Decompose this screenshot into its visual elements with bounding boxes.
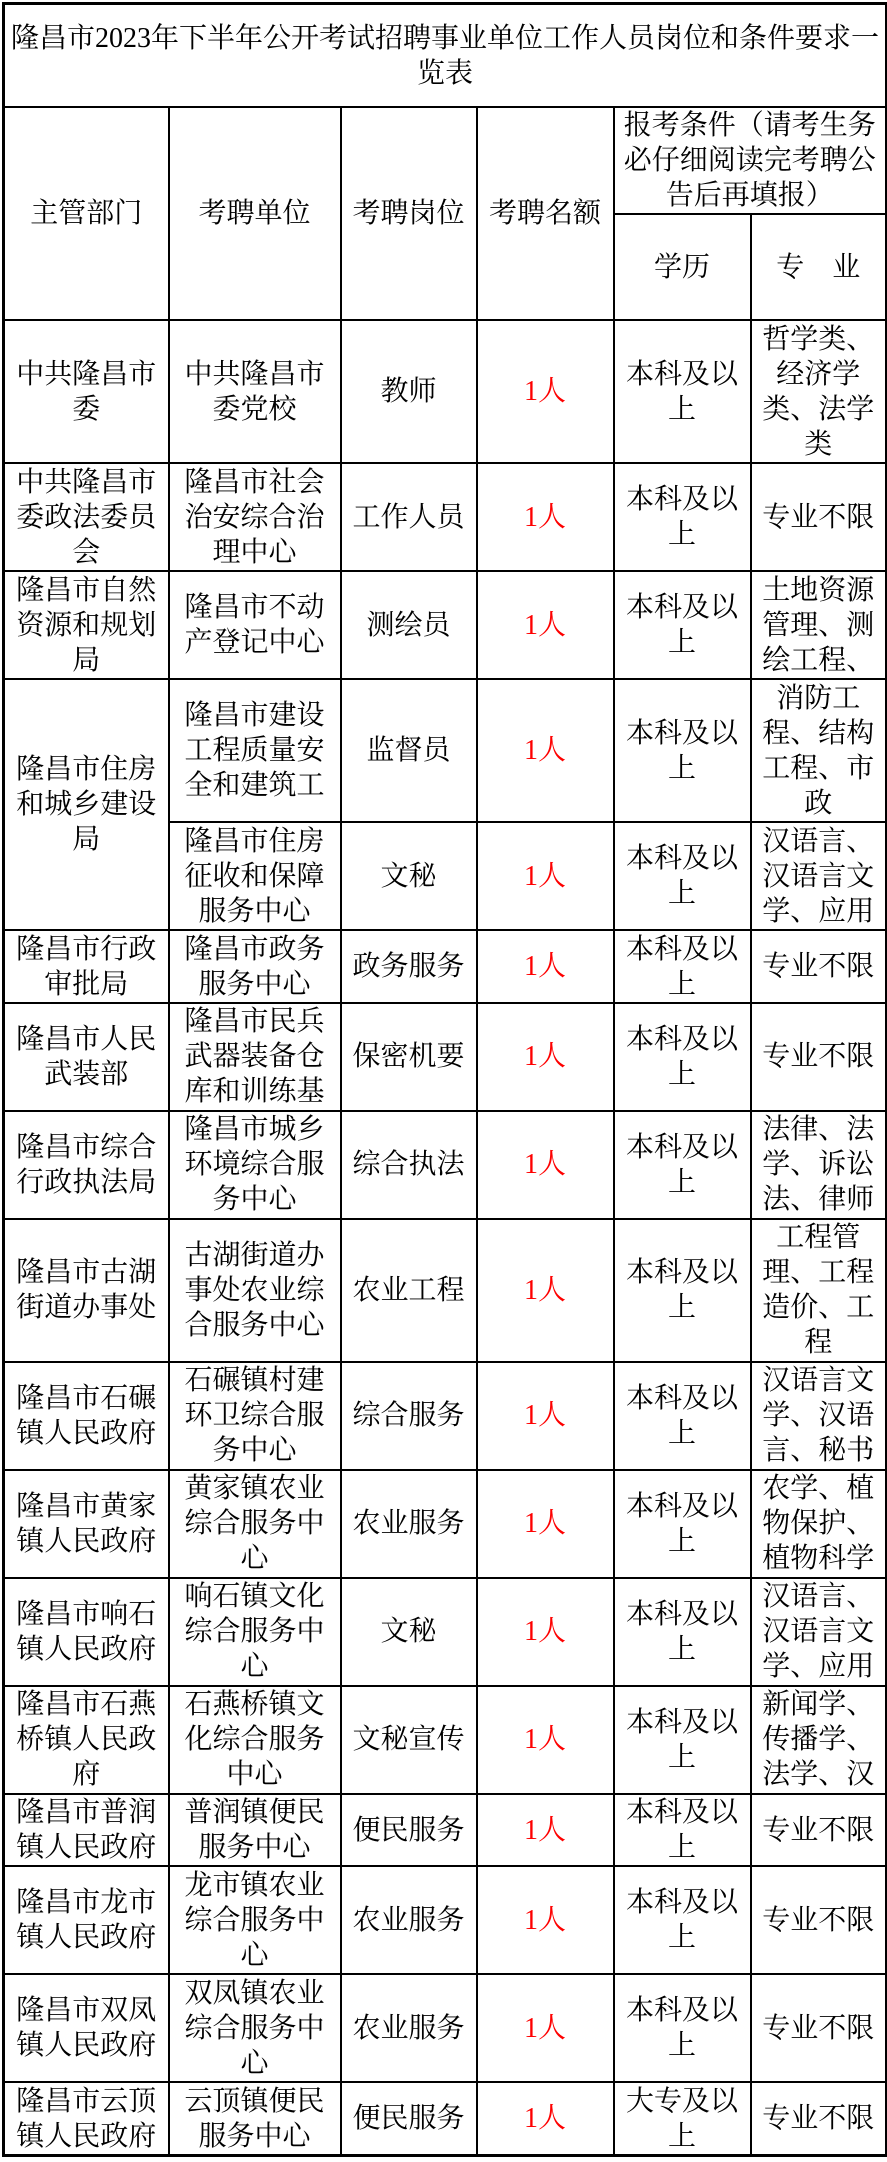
edu-cell: 本科及以上 [614,463,751,571]
quota-value: 1人 [523,735,566,767]
dept-cell: 隆昌市石燕桥镇人民政府 [4,1686,169,1794]
edu-cell: 本科及以上 [614,1794,751,1867]
title-row [4,4,887,108]
edu-cell: 本科及以上 [614,571,751,679]
unit-cell: 古湖街道办事处农业综合服务中心 [169,1219,341,1362]
dept-cell: 隆昌市普润镇人民政府 [4,1794,169,1867]
table-row [4,463,887,571]
unit-cell: 普润镇便民服务中心 [169,1794,341,1867]
quota-cell [477,1866,614,1974]
major-cell: 专业不限 [751,930,887,1003]
edu-cell: 本科及以上 [614,930,751,1003]
table-row [4,1219,887,1362]
edu-cell: 本科及以上 [614,1219,751,1362]
edu-cell: 本科及以上 [614,1578,751,1686]
quota-cell [477,1974,614,2082]
unit-cell: 隆昌市政务服务中心 [169,930,341,1003]
post-cell: 农业服务 [341,1866,477,1974]
post-cell: 便民服务 [341,1794,477,1867]
post-cell: 工作人员 [341,463,477,571]
table-row [4,1686,887,1794]
table-row [4,1866,887,1974]
quota-cell [477,930,614,1003]
dept-cell: 隆昌市云顶镇人民政府 [4,2082,169,2155]
unit-cell: 石燕桥镇文化综合服务中心 [169,1686,341,1794]
dept-cell: 隆昌市龙市镇人民政府 [4,1866,169,1974]
quota-value: 1人 [523,860,566,892]
quota-cell [477,571,614,679]
table-body [4,320,887,2156]
major-cell: 新闻学、传播学、法学、汉 [751,1686,887,1794]
unit-cell: 双凤镇农业综合服务中心 [169,1974,341,2082]
dept-cell: 隆昌市人民武装部 [4,1003,169,1111]
column-header-quota: 考聘名额 [477,107,614,320]
edu-cell: 本科及以上 [614,1362,751,1470]
unit-cell: 隆昌市建设工程质量安全和建筑工 [169,679,341,822]
table-row [4,930,887,1003]
quota-value: 1人 [523,609,566,641]
column-header-post: 考聘岗位 [341,107,477,320]
edu-cell: 大专及以上 [614,2082,751,2155]
edu-cell: 本科及以上 [614,1974,751,2082]
unit-cell: 隆昌市住房征收和保障服务中心 [169,822,341,930]
quota-value: 1人 [523,1149,566,1181]
quota-value: 1人 [523,2012,566,2044]
dept-cell: 中共隆昌市委 [4,320,169,463]
column-header-dept: 主管部门 [4,107,169,320]
major-cell: 专业不限 [751,1003,887,1111]
edu-cell: 本科及以上 [614,320,751,463]
dept-cell: 隆昌市黄家镇人民政府 [4,1470,169,1578]
table-row [4,1111,887,1219]
edu-cell: 本科及以上 [614,1003,751,1111]
post-cell: 便民服务 [341,2082,477,2155]
dept-cell: 隆昌市综合行政执法局 [4,1111,169,1219]
post-cell: 综合执法 [341,1111,477,1219]
quota-cell [477,2082,614,2155]
post-cell: 文秘宣传 [341,1686,477,1794]
unit-cell: 隆昌市不动产登记中心 [169,571,341,679]
quota-cell [477,1470,614,1578]
major-cell: 汉语言、汉语言文学、应用 [751,822,887,930]
quota-cell [477,1578,614,1686]
edu-cell: 本科及以上 [614,679,751,822]
table-row [4,1362,887,1470]
quota-value: 1人 [523,1616,566,1648]
edu-cell: 本科及以上 [614,822,751,930]
unit-cell: 中共隆昌市委党校 [169,320,341,463]
quota-value: 1人 [523,1400,566,1432]
post-cell: 测绘员 [341,571,477,679]
quota-value: 1人 [523,1041,566,1073]
quota-value: 1人 [523,1274,566,1306]
post-cell: 农业工程 [341,1219,477,1362]
unit-cell: 黄家镇农业综合服务中心 [169,1470,341,1578]
quota-cell [477,1794,614,1867]
quota-value: 1人 [523,1904,566,1936]
dept-cell: 中共隆昌市委政法委员会 [4,463,169,571]
page-title: 隆昌市2023年下半年公开考试招聘事业单位工作人员岗位和条件要求一览表 [4,4,887,108]
post-cell: 文秘 [341,1578,477,1686]
quota-value: 1人 [523,376,566,408]
post-cell: 农业服务 [341,1470,477,1578]
quota-value: 1人 [523,951,566,983]
major-cell: 专业不限 [751,463,887,571]
table-row [4,1470,887,1578]
dept-cell: 隆昌市石碾镇人民政府 [4,1362,169,1470]
major-cell: 专业不限 [751,1974,887,2082]
edu-cell: 本科及以上 [614,1470,751,1578]
quota-cell [477,1686,614,1794]
dept-cell: 隆昌市古湖街道办事处 [4,1219,169,1362]
table-row [4,1974,887,2082]
table-row [4,571,887,679]
quota-cell [477,1111,614,1219]
unit-cell: 隆昌市城乡环境综合服务中心 [169,1111,341,1219]
dept-cell: 隆昌市自然资源和规划局 [4,571,169,679]
column-header-unit: 考聘单位 [169,107,341,320]
post-cell: 保密机要 [341,1003,477,1111]
major-cell: 专业不限 [751,1794,887,1867]
header-row-main [4,107,887,214]
post-cell: 文秘 [341,822,477,930]
major-cell: 专业不限 [751,1866,887,1974]
major-cell: 汉语言、汉语言文学、应用 [751,1578,887,1686]
quota-cell [477,463,614,571]
major-cell: 哲学类、经济学类、法学类 [751,320,887,463]
post-cell: 教师 [341,320,477,463]
quota-cell [477,1362,614,1470]
quota-cell [477,1219,614,1362]
quota-value: 1人 [523,2103,566,2135]
table-row [4,320,887,463]
major-cell: 汉语言文学、汉语言、秘书 [751,1362,887,1470]
table-row [4,679,887,822]
column-header-major: 专 业 [751,214,887,320]
post-cell: 综合服务 [341,1362,477,1470]
major-cell: 土地资源管理、测绘工程、 [751,571,887,679]
column-header-edu: 学历 [614,214,751,320]
dept-cell: 隆昌市行政审批局 [4,930,169,1003]
column-header-conditions: 报考条件（请考生务必仔细阅读完考聘公告后再填报） [614,107,887,214]
unit-cell: 响石镇文化综合服务中心 [169,1578,341,1686]
unit-cell: 云顶镇便民服务中心 [169,2082,341,2155]
quota-value: 1人 [523,501,566,533]
quota-cell [477,679,614,822]
dept-cell: 隆昌市住房和城乡建设局 [4,679,169,930]
table-row [4,1003,887,1111]
major-cell: 法律、法学、诉讼法、律师 [751,1111,887,1219]
table-row [4,2082,887,2155]
edu-cell: 本科及以上 [614,1111,751,1219]
unit-cell: 龙市镇农业综合服务中心 [169,1866,341,1974]
post-cell: 监督员 [341,679,477,822]
quota-value: 1人 [523,1508,566,1540]
major-cell: 农学、植物保护、植物科学 [751,1470,887,1578]
post-cell: 政务服务 [341,930,477,1003]
edu-cell: 本科及以上 [614,1866,751,1974]
dept-cell: 隆昌市双凤镇人民政府 [4,1974,169,2082]
quota-cell [477,320,614,463]
edu-cell: 本科及以上 [614,1686,751,1794]
unit-cell: 隆昌市社会治安综合治理中心 [169,463,341,571]
table-row [4,1578,887,1686]
unit-cell: 石碾镇村建环卫综合服务中心 [169,1362,341,1470]
major-cell: 专业不限 [751,2082,887,2155]
quota-cell [477,822,614,930]
recruitment-table [2,2,887,2157]
quota-cell [477,1003,614,1111]
major-cell: 消防工程、结构工程、市政 [751,679,887,822]
dept-cell: 隆昌市响石镇人民政府 [4,1578,169,1686]
major-cell: 工程管理、工程造价、工程 [751,1219,887,1362]
quota-value: 1人 [523,1724,566,1756]
table-row [4,1794,887,1867]
quota-value: 1人 [523,1814,566,1846]
post-cell: 农业服务 [341,1974,477,2082]
unit-cell: 隆昌市民兵武器装备仓库和训练基 [169,1003,341,1111]
